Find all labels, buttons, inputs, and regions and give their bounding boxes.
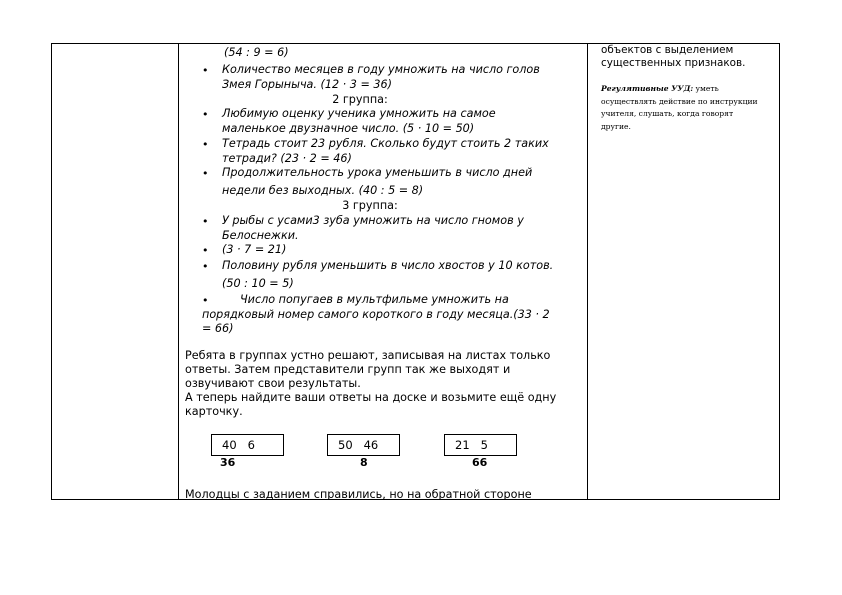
card-answer: 66 — [472, 456, 488, 469]
task-line: Любимую оценку ученика умножить на самое — [222, 107, 496, 120]
task-line: Половину рубля уменьшить в число хвостов у 10 котов. — [222, 259, 554, 272]
answer-card: 21 5 — [444, 434, 517, 456]
paragraph-line: ответы. Затем представители групп так же выходят и — [185, 363, 511, 376]
group-3-heading: 3 группа: — [342, 199, 398, 212]
task-line: = 66) — [202, 322, 234, 335]
task-line: У рыбы с усами3 зуба умножить на число гномов у — [222, 214, 524, 227]
right-text-line: осуществлять действие по инструкции — [601, 97, 758, 106]
task-line: недели без выходных. (40 : 5 = 8) — [222, 184, 424, 197]
bullet-icon: • — [202, 215, 209, 228]
paragraph-line: Ребята в группах устно решают, записывая на листах только — [185, 349, 551, 362]
right-text-line: объектов с выделением — [601, 44, 734, 56]
card-answer: 8 — [360, 456, 368, 469]
card-answer: 36 — [220, 456, 236, 469]
bullet-icon: • — [202, 108, 209, 121]
bullet-icon: • — [202, 260, 209, 273]
right-text-line: учителя, слушать, когда говорят — [601, 109, 734, 118]
bullet-icon: • — [202, 244, 209, 257]
group-2-heading: 2 группа: — [332, 93, 388, 106]
lesson-table — [51, 43, 780, 500]
middle-cell — [180, 44, 589, 499]
bullet-icon: • — [202, 294, 209, 307]
task-line: (50 : 10 = 5) — [222, 277, 294, 290]
regulative-text: уметь — [693, 84, 719, 93]
paragraph-line: карточку. — [185, 405, 243, 418]
closing-line: Молодцы с заданием справились, но на обратной стороне — [185, 488, 532, 499]
task-line: Тетрадь стоит 23 рубля. Сколько будут стоить 2 таких — [222, 137, 549, 150]
task-line: (3 · 7 = 21) — [222, 243, 287, 256]
right-text-line: существенных признаков. — [601, 57, 746, 69]
regulative-uud — [601, 83, 719, 94]
task-line: порядковый номер самого короткого в году месяца.(33 · 2 — [202, 308, 550, 321]
task-line: маленькое двузначное число. (5 · 10 = 50) — [222, 122, 475, 135]
regulative-label: Регулятивные УУД: — [601, 84, 694, 93]
paragraph-line: А теперь найдите ваши ответы на доске и возьмите ещё одну — [185, 391, 557, 404]
task-line: Змея Горыныча. (12 · 3 = 36) — [222, 78, 392, 91]
answer-card: 40 6 — [211, 434, 284, 456]
bullet-icon: • — [202, 167, 209, 180]
bullet-icon: • — [202, 64, 209, 77]
paragraph-line: озвучивают свои результаты. — [185, 377, 361, 390]
column-divider-left — [178, 44, 179, 499]
task-line: тетради? (23 · 2 = 46) — [222, 152, 352, 165]
task-line: Число попугаев в мультфильме умножить на — [240, 293, 509, 306]
task-line: Продолжительность урока уменьшить в число дней — [222, 166, 533, 179]
answer-card: 50 46 — [327, 434, 400, 456]
task-line: (54 : 9 = 6) — [224, 46, 289, 59]
task-line: Белоснежки. — [222, 229, 299, 242]
task-line: Количество месяцев в году умножить на число голов — [222, 63, 540, 76]
bullet-icon: • — [202, 138, 209, 151]
right-text-line: другие. — [601, 122, 631, 131]
